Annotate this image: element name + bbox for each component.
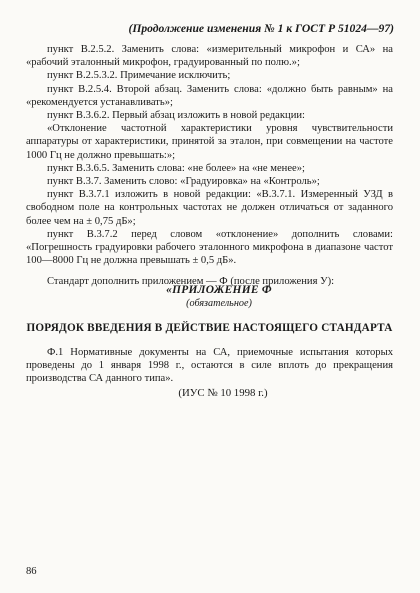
paragraph: Стандарт дополнить приложением — Ф (после приложения У):: [47, 276, 335, 288]
appendix-text: [26, 346, 393, 386]
paragraph: пункт В.3.7. Заменить слово: «Градуировка» на «Контроль»;: [47, 176, 320, 188]
amendment-text: [26, 43, 393, 289]
reference-note: (ИУС № 10 1998 г.): [178, 387, 268, 399]
appendix-title: «ПРИЛОЖЕНИЕ Ф: [166, 284, 272, 296]
running-header: (Продолжение изменения № 1 к ГОСТ Р 51024—97): [128, 22, 394, 35]
paragraph: пункт В.3.7.1 изложить в новой редакции: «В.3.7.1. Измеренный УЗД в свободном поле на контрольных частотах не должен отличаться от заданного более чем на ± 0,75 дБ»;: [26, 189, 393, 227]
page-number: 86: [26, 566, 37, 577]
paragraph: пункт В.2.5.2. Заменить слова: «измерительный микрофон и СА» на «рабочий эталонный микрофон, градуированный по полю.»;: [26, 44, 393, 69]
appendix-status: (обязательное): [186, 298, 252, 309]
paragraph: пункт В.3.6.5. Заменить слова: «не более» на «не менее»;: [47, 162, 305, 174]
paragraph: пункт В.3.7.2 перед словом «отклонение» дополнить словами: «Погрешность градуировки рабочего эталонного микрофона в диапазоне частот 100—8000 Гц не должна превышать ± 0,5 дБ».: [26, 228, 393, 267]
section-heading: ПОРЯДОК ВВЕДЕНИЯ В ДЕЙСТВИЕ НАСТОЯЩЕГО СТАНДАРТА: [26, 322, 393, 334]
paragraph: пункт В.2.5.4. Второй абзац. Заменить слова: «должно быть равным» на «рекомендуется устанавливать»;: [26, 83, 393, 108]
paragraph: пункт В.2.5.3.2. Примечание исключить;: [47, 70, 231, 82]
paragraph: «Отклонение частотной характеристики уровня чувствительности аппаратуры от характеристики, принятой за эталон, при совмещении на частоте 1000 Гц не должно превышать:»;: [26, 123, 393, 161]
paragraph: пункт В.3.6.2. Первый абзац изложить в новой редакции:: [47, 110, 305, 122]
paragraph: Ф.1 Нормативные документы на СА, приемочные испытания которых проведены до 1 января 1998 г., остаются в силе вплоть до прекращения производства СА данного типа».: [26, 347, 393, 385]
